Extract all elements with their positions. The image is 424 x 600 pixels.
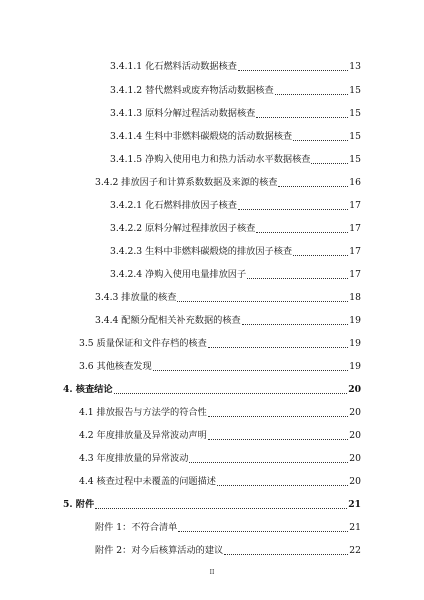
toc-entry-3-4-1-1[interactable] <box>110 59 361 73</box>
toc-page-number: 22 <box>349 545 361 556</box>
toc-page-number: 15 <box>349 108 361 119</box>
toc-leader <box>242 323 349 325</box>
toc-page-number: 20 <box>349 476 361 487</box>
toc-leader <box>224 553 348 555</box>
toc-entry-3-4-1-5[interactable] <box>110 152 361 166</box>
toc-label: 4.1 排放报告与方法学的符合性 <box>79 407 207 418</box>
toc-entry-4-2[interactable] <box>79 428 361 442</box>
toc-page-number: 15 <box>349 85 361 96</box>
toc-leader <box>311 162 348 164</box>
toc-page-number: 17 <box>349 223 361 234</box>
toc-entry-4-1[interactable] <box>79 405 361 419</box>
toc-label: 3.4.4 配额分配相关补充数据的核查 <box>95 315 241 326</box>
toc-page-number: 18 <box>349 292 361 303</box>
toc-entry-5[interactable] <box>63 497 361 511</box>
toc-page-number: 17 <box>349 269 361 280</box>
toc-label: 3.4.1.2 替代燃料或废弃物活动数据核查 <box>110 85 274 96</box>
toc-label: 3.4.1.5 净购入使用电力和热力活动水平数据核查 <box>110 154 311 165</box>
toc-entry-3-4-4[interactable] <box>95 313 361 327</box>
toc-leader <box>208 346 349 348</box>
toc-label: 5. 附件 <box>63 499 95 510</box>
toc-label: 3.4.2 排放因子和计算系数数据及来源的核查 <box>95 177 278 188</box>
toc-leader <box>278 185 348 187</box>
toc-label: 3.4.3 排放量的核查 <box>95 292 177 303</box>
toc-leader <box>256 116 348 118</box>
toc-label: 3.4.2.1 化石燃料排放因子核查 <box>110 200 237 211</box>
toc-label: 3.4.2.4 净购入使用电量排放因子 <box>110 269 247 280</box>
toc-page-number: 20 <box>349 453 361 464</box>
toc-leader <box>114 392 348 394</box>
toc-page-number: 20 <box>349 430 361 441</box>
toc-leader <box>256 231 348 233</box>
toc-entry-3-4-1-3[interactable] <box>110 106 361 120</box>
toc-label: 3.4.1.3 原料分解过程活动数据核查 <box>110 108 256 119</box>
toc-page-number: 21 <box>349 522 361 533</box>
toc-page-number: 21 <box>348 499 361 510</box>
toc-page-number: 13 <box>349 61 361 72</box>
toc-label: 3.6 其他核查发现 <box>79 361 152 372</box>
toc-leader <box>208 438 349 440</box>
toc-leader <box>177 300 348 302</box>
toc-leader <box>153 369 349 371</box>
toc-label: 4.3 年度排放量的异常波动 <box>79 453 189 464</box>
toc-label: 4.2 年度排放量及异常波动声明 <box>79 430 207 441</box>
toc-leader <box>217 484 348 486</box>
toc-leader <box>95 507 347 509</box>
toc-entry-3-4-2-2[interactable] <box>110 221 361 235</box>
toc-leader <box>293 139 348 141</box>
toc-leader <box>208 415 349 417</box>
toc-entry-appendix-2[interactable] <box>95 543 361 557</box>
toc-leader <box>275 93 349 95</box>
toc-page-number: 20 <box>349 407 361 418</box>
toc-label: 3.4.1.1 化石燃料活动数据核查 <box>110 61 237 72</box>
toc-label: 3.5 质量保证和文件存档的核查 <box>79 338 207 349</box>
toc-entry-3-4-1-2[interactable] <box>110 83 361 97</box>
toc-page-number: 19 <box>349 361 361 372</box>
toc-page-number: 16 <box>349 177 361 188</box>
toc-label: 3.4.1.4 生料中非燃料碳煅烧的活动数据核查 <box>110 131 293 142</box>
toc-page-number: 15 <box>349 131 361 142</box>
toc-label: 4.4 核查过程中未覆盖的问题描述 <box>79 476 216 487</box>
toc-entry-3-4-2[interactable] <box>95 175 361 189</box>
toc-entry-4[interactable] <box>63 382 361 396</box>
toc-page-number: 20 <box>348 384 361 395</box>
toc-page-number: 15 <box>349 154 361 165</box>
toc-entry-3-4-2-4[interactable] <box>110 267 361 281</box>
toc-entry-3-4-2-3[interactable] <box>110 244 361 258</box>
toc-leader <box>189 461 348 463</box>
toc-entry-3-6[interactable] <box>79 359 361 373</box>
toc-entry-appendix-1[interactable] <box>95 520 361 534</box>
toc-entry-3-4-3[interactable] <box>95 290 361 304</box>
toc-leader <box>247 277 348 279</box>
toc-leader <box>238 208 348 210</box>
toc-page-number: 19 <box>349 338 361 349</box>
page-footer-number: II <box>209 569 215 576</box>
toc-entry-4-3[interactable] <box>79 451 361 465</box>
toc-leader <box>238 69 348 71</box>
toc-page-number: 19 <box>349 315 361 326</box>
toc-label: 附件 1：不符合清单 <box>95 522 178 533</box>
toc-entry-4-4[interactable] <box>79 474 361 488</box>
toc-page-number: 17 <box>349 200 361 211</box>
toc-entry-3-4-1-4[interactable] <box>110 129 361 143</box>
toc-label: 3.4.2.3 生料中非燃料碳煅烧的排放因子核查 <box>110 246 293 257</box>
toc-leader <box>178 530 348 532</box>
toc-leader <box>293 254 348 256</box>
toc-entry-3-4-2-1[interactable] <box>110 198 361 212</box>
toc-page-number: 17 <box>349 246 361 257</box>
toc-entry-3-5[interactable] <box>79 336 361 350</box>
toc-label: 附件 2：对今后核算活动的建议 <box>95 545 224 556</box>
toc-label: 4. 核查结论 <box>63 384 113 395</box>
toc-label: 3.4.2.2 原料分解过程排放因子核查 <box>110 223 256 234</box>
